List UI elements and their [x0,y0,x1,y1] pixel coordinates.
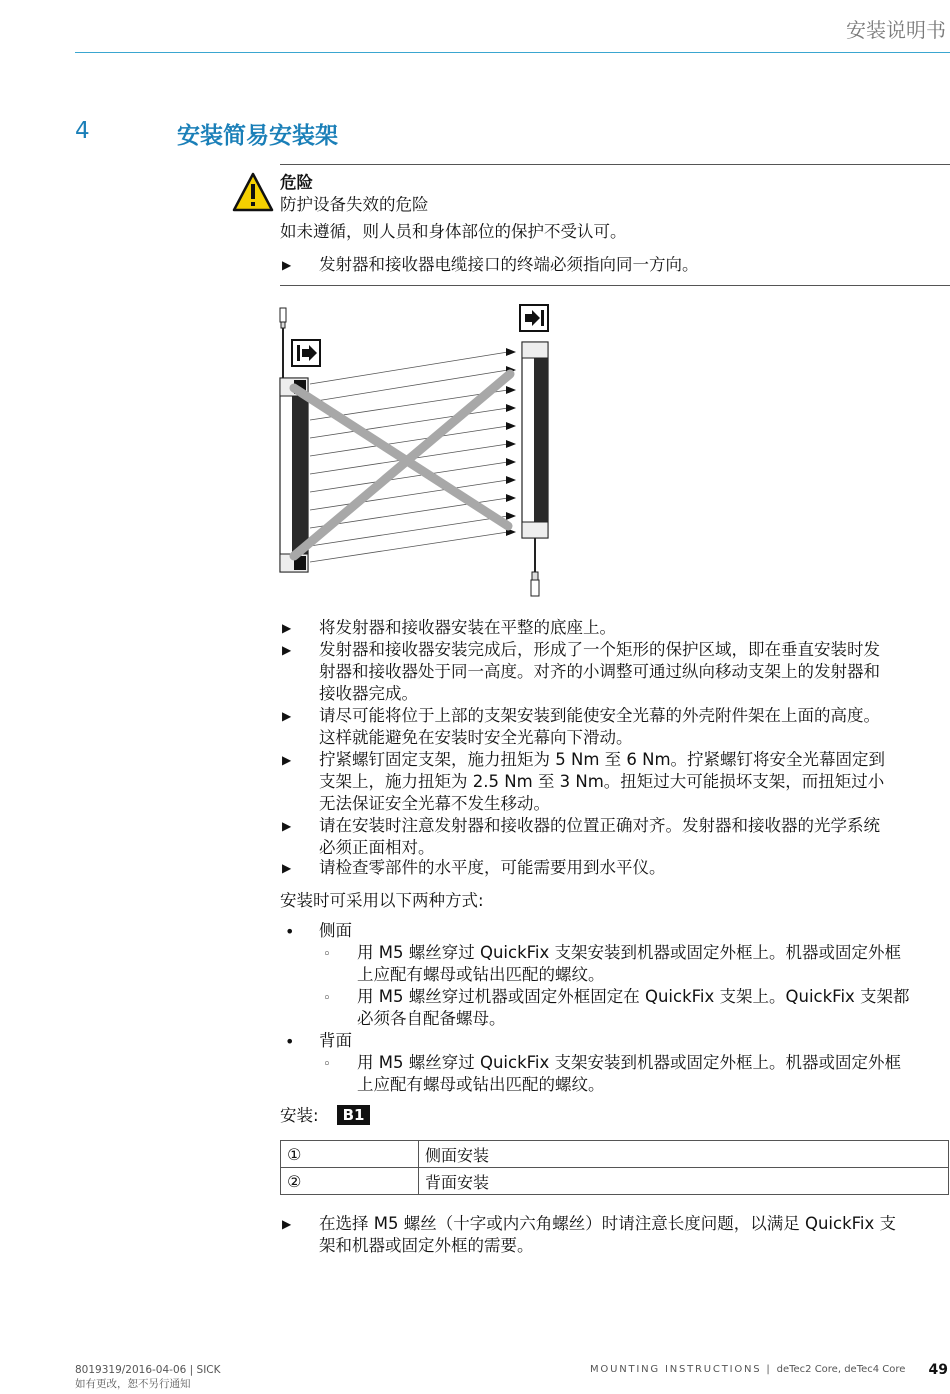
step-3-line-2: 这样就能避免在安装时安全光幕向下滑动。 [319,728,633,747]
bullet-arrow-icon: ▶ [282,1217,292,1231]
section-title: 安装简易安装架 [177,123,338,149]
final-note-line-1: 在选择 M5 螺丝（十字或内六角螺丝）时请注意长度问题，以满足 QuickFix 支 [319,1214,897,1233]
legend-text: 侧面安装 [419,1141,949,1168]
header-title: 安装说明书 [846,18,946,42]
incorrect-cross-mark [294,374,510,556]
options-intro: 安装时可采用以下两种方式: [280,891,484,910]
sub-bullet-circle-icon: ◦ [323,1057,331,1072]
light-curtain-figure [270,300,570,610]
legend-table [280,1140,949,1195]
bullet-arrow-icon: ▶ [282,258,292,272]
mounting-line [280,1105,370,1127]
back-item-1-line-2: 上应配有螺母或钻出匹配的螺纹。 [357,1075,605,1094]
step-5-line-2: 必须正面相对。 [319,838,435,857]
footer-products: deTec2 Core, deTec4 Core [776,1364,906,1375]
section-number: 4 [75,118,90,144]
legend-text: 背面安装 [419,1168,949,1195]
receiver-cable [531,538,539,596]
sender-cable [280,308,286,378]
bullet-dot-icon: • [285,922,295,941]
step-4-line-1: 拧紧螺钉固定支架，施力扭矩为 5 Nm 至 6 Nm。拧紧螺钉将安全光幕固定到 [319,750,886,769]
figure-reference-badge: B1 [337,1105,371,1125]
footer-right [590,1364,905,1375]
step-4-line-2: 支架上，施力扭矩为 2.5 Nm 至 3 Nm。扭矩过大可能损坏支架，而扭矩过小 [319,772,885,791]
step-1-line-1: 将发射器和接收器安装在平整的底座上。 [319,618,616,637]
step-2-line-1: 发射器和接收器安装完成后，形成了一个矩形的保护区域，即在垂直安装时发 [319,640,880,659]
danger-consequence: 如未遵循，则人员和身体部位的保护不受认可。 [280,222,627,241]
bullet-dot-icon: • [285,1032,295,1051]
sub-bullet-circle-icon: ◦ [323,991,331,1006]
danger-top-rule [280,164,950,165]
side-item-2-line-1: 用 M5 螺丝穿过机器或固定外框固定在 QuickFix 支架上。QuickFix 支架都 [357,987,910,1006]
receiver-housing [522,342,548,538]
side-item-2-line-2: 必须各自配备螺母。 [357,1009,506,1028]
table-row [281,1141,949,1168]
footer-notice: 如有更改，恕不另行通知 [75,1378,191,1390]
footer-doc-id: 8019319/2016-04-06 | SICK [75,1364,221,1376]
step-3-line-1: 请尽可能将位于上部的支架安装到能使安全光幕的外壳附件架在上面的高度。 [319,706,880,725]
back-item-1-line-1: 用 M5 螺丝穿过 QuickFix 支架安装到机器或固定外框上。机器或固定外框 [357,1053,902,1072]
side-item-1-line-1: 用 M5 螺丝穿过 QuickFix 支架安装到机器或固定外框上。机器或固定外框 [357,943,902,962]
warning-triangle-icon [232,171,274,213]
footer-left [75,1363,221,1391]
option-side-label: 侧面 [319,921,352,940]
danger-heading: 危险 [280,173,313,192]
side-item-1-line-2: 上应配有螺母或钻出匹配的螺纹。 [357,965,605,984]
final-note-line-2: 架和机器或固定外框的需要。 [319,1236,534,1255]
step-5-line-1: 请在安装时注意发射器和接收器的位置正确对齐。发射器和接收器的光学系统 [319,816,880,835]
footer-doc-type: MOUNTING INSTRUCTIONS | [590,1364,777,1375]
step-6-line-1: 请检查零部件的水平度，可能需要用到水平仪。 [319,858,666,877]
sub-bullet-circle-icon: ◦ [323,947,331,962]
legend-mark: ① [281,1141,419,1168]
step-4-line-3: 无法保证安全光幕不发生移动。 [319,794,550,813]
mounting-label: 安装: [280,1106,319,1125]
step-2-line-3: 接收器完成。 [319,684,418,703]
bullet-arrow-icon: ▶ [282,643,292,657]
danger-subheading: 防护设备失效的危险 [280,195,429,214]
danger-bottom-rule [280,285,950,286]
table-row [281,1168,949,1195]
bullet-arrow-icon: ▶ [282,861,292,875]
header-rule [75,52,950,53]
bullet-arrow-icon: ▶ [282,621,292,635]
legend-mark: ② [281,1168,419,1195]
step-2-line-2: 射器和接收器处于同一高度。对齐的小调整可通过纵向移动支架上的发射器和 [319,662,880,681]
sender-arrow-icon [292,340,320,366]
option-back-label: 背面 [319,1031,352,1050]
bullet-arrow-icon: ▶ [282,709,292,723]
bullet-arrow-icon: ▶ [282,819,292,833]
page-number: 49 [928,1362,948,1378]
danger-instruction: 发射器和接收器电缆接口的终端必须指向同一方向。 [319,255,699,274]
receiver-arrow-icon [520,305,548,331]
bullet-arrow-icon: ▶ [282,753,292,767]
